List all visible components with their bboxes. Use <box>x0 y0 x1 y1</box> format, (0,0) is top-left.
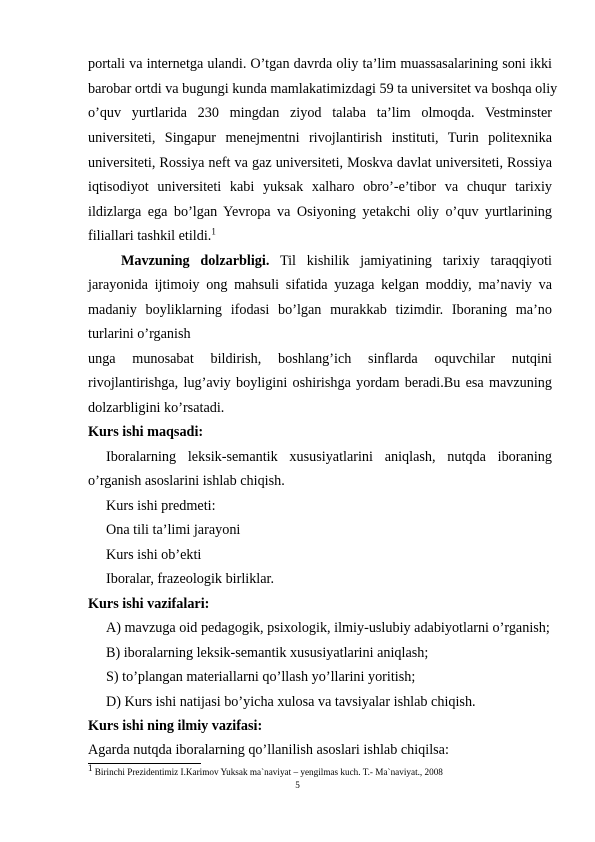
paragraph-line: universiteti, Singapur menejmentni rivojlantirish instituti, Turin politexnika <box>88 130 552 146</box>
paragraph-line: o’rganish asoslarini ishlab chiqish. <box>88 473 285 489</box>
relevance-text: Til kishilik jamiyatining tarixiy taraqqiyoti <box>279 253 552 269</box>
paragraph-line: turlarini o’rganish <box>88 326 191 342</box>
list-item: Kurs ishi predmeti: <box>106 498 216 514</box>
list-item: Ona tili ta’limi jarayoni <box>106 522 241 538</box>
paragraph-line: rivojlantirishga, lug’aviy boyligini oshirishga yordam beradi.Bu esa mavzuning <box>88 375 552 391</box>
footnote-divider <box>88 763 201 764</box>
list-item: A) mavzuga oid pedagogik, psixologik, ilmiy-uslubiy adabiyotlarni o’rganish; <box>106 620 550 636</box>
relevance-first-line <box>121 249 552 273</box>
list-item: S) to’plangan materiallarni qo’llash yo’llarini yoritish; <box>106 669 416 685</box>
paragraph-line: universiteti, Rossiya neft va gaz universiteti, Moskva davlat universiteti, Rossiya <box>88 155 552 171</box>
paragraph-line: o’quv yurtlarida 230 mingdan ziyod talaba ta’lim olmoqda. Vestminster <box>88 105 552 121</box>
scientific-heading: Kurs ishi ning ilmiy vazifasi: <box>88 718 263 734</box>
paragraph-line: barobar ortdi va bugungi kunda mamlakatimizdagi 59 ta universitet va boshqa oliy <box>88 81 558 97</box>
paragraph-line: ildizlarga ega bo’lgan Yevropa va Osiyoning yetakchi oliy o’quv yurtlarining <box>88 204 552 220</box>
paragraph-line: jarayonida ijtimoiy ong mahsuli sifatida yuzaga kelgan moddiy, ma’naviy va <box>88 277 552 293</box>
footnote-number: 1 <box>88 762 93 773</box>
paragraph-line: filiallari tashkil etildi. <box>88 228 212 244</box>
page-number: 5 <box>295 780 300 790</box>
footnote-text: Birinchi Prezidentimiz I.Karimov Yuksak ma`naviyat – yengilmas kuch. T.- Ma`naviyat., 2008 <box>94 767 443 777</box>
footnote <box>88 762 552 778</box>
paragraph-line: unga munosabat bildirish, boshlang’ich sinflarda oquvchilar nutqini <box>88 351 552 367</box>
paragraph-line: Iboralarning leksik-semantik xususiyatlarini aniqlash, nutqda iboraning <box>106 449 552 465</box>
relevance-heading: Mavzuning dolzarbligi. <box>121 253 270 269</box>
list-item: B) iboralarning leksik-semantik xususiyatlarini aniqlash; <box>106 645 429 661</box>
paragraph-line: madaniy boyliklarning ifodasi bo’lgan murakkab tizimdir. Iboraning ma’no <box>88 302 552 318</box>
paragraph-line: iqtisodiyot universiteti kabi yuksak xalharo obro’-e’tibor va chuqur tarixiy <box>88 179 552 195</box>
paragraph-line: portali va internetga ulandi. O’tgan davrda oliy ta’lim muassasalarining soni ikki <box>88 56 552 72</box>
paragraph-line: dolzarbligini ko’rsatadi. <box>88 400 225 416</box>
list-item: Iboralar, frazeologik birliklar. <box>106 571 275 587</box>
goal-heading: Kurs ishi maqsadi: <box>88 424 204 440</box>
list-item: Kurs ishi ob’ekti <box>106 547 202 563</box>
paragraph-last-line <box>88 224 552 248</box>
footnote-reference[interactable]: 1 <box>211 226 216 237</box>
tasks-heading: Kurs ishi vazifalari: <box>88 596 210 612</box>
paragraph-line: Agarda nutqda iboralarning qo’llanilish asoslari ishlab chiqilsa: <box>88 742 449 758</box>
list-item: D) Kurs ishi natijasi bo’yicha xulosa va tavsiyalar ishlab chiqish. <box>106 694 476 710</box>
